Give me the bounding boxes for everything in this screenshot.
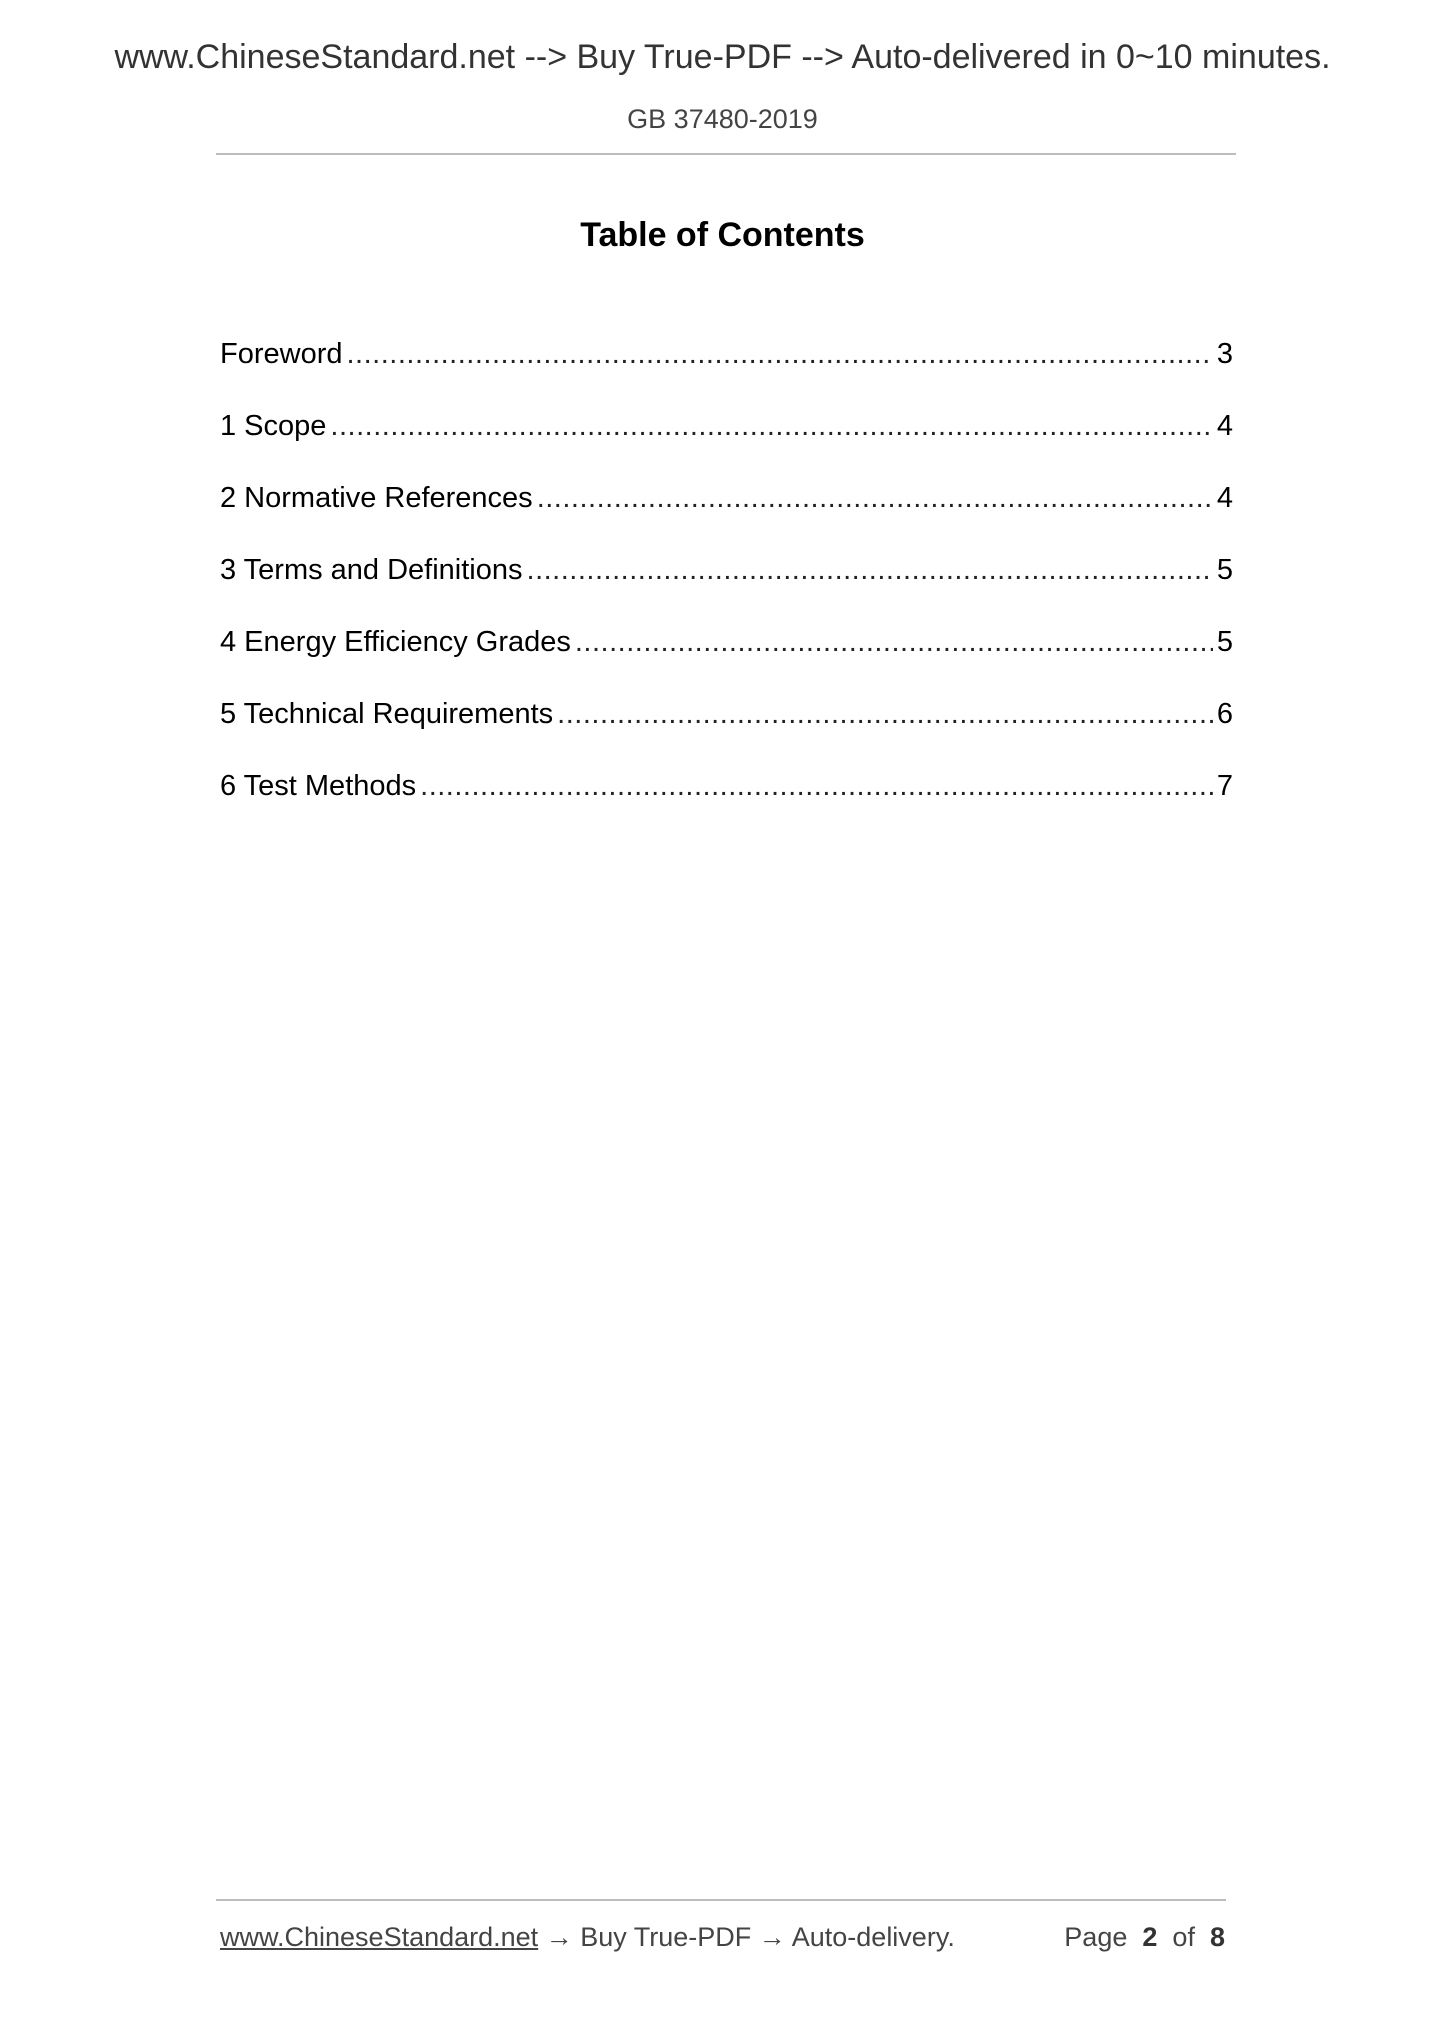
footer-promo [220, 1922, 955, 1953]
toc-dot-leader [537, 482, 1213, 515]
toc-entry-label: 4 Energy Efficiency Grades [220, 626, 571, 658]
current-page-number: 2 [1142, 1922, 1158, 1952]
toc-entry-label: 6 Test Methods [220, 770, 417, 802]
toc-entry-label: 2 Normative References [220, 482, 533, 514]
toc-entry-foreword[interactable] [220, 338, 1233, 410]
standard-code: GB 37480-2019 [627, 104, 818, 134]
footer-site-link[interactable]: www.ChineseStandard.net [220, 1922, 539, 1952]
toc-entry-page: 4 [1216, 482, 1233, 514]
toc-entry-page: 5 [1216, 626, 1233, 658]
toc-entry-page: 6 [1216, 698, 1233, 730]
toc-entry-label: 3 Terms and Definitions [220, 554, 523, 586]
toc-entry-page: 4 [1216, 410, 1233, 442]
page-number [1064, 1922, 1225, 1953]
toc-entry-energy-efficiency-grades[interactable] [220, 626, 1233, 698]
total-pages-number: 8 [1209, 1922, 1225, 1952]
toc-dot-leader [420, 770, 1213, 803]
toc-entry-test-methods[interactable] [220, 770, 1233, 842]
footer-tagline: → Buy True-PDF → Auto-delivery. [538, 1922, 955, 1952]
top-banner: www.ChineseStandard.net --> Buy True-PDF --> Auto-delivered in 0~10 minutes. [114, 38, 1331, 76]
page-word: Page [1064, 1922, 1128, 1952]
toc-entry-technical-requirements[interactable] [220, 698, 1233, 770]
toc-entry-page: 5 [1216, 554, 1233, 586]
toc-entry-page: 7 [1216, 770, 1233, 802]
toc-dot-leader [347, 338, 1213, 371]
toc-entry-label: Foreword [220, 338, 343, 370]
toc-dot-leader [330, 410, 1212, 443]
toc-entry-label: 1 Scope [220, 410, 327, 442]
toc-entry-scope[interactable] [220, 410, 1233, 482]
toc-dot-leader [527, 554, 1213, 587]
toc-dot-leader [557, 698, 1213, 731]
toc-list [220, 338, 1233, 842]
toc-entry-page: 3 [1216, 338, 1233, 370]
footer-divider [216, 1899, 1226, 1901]
of-word: of [1172, 1922, 1195, 1952]
toc-entry-label: 5 Technical Requirements [220, 698, 554, 730]
toc-entry-terms-and-definitions[interactable] [220, 554, 1233, 626]
toc-dot-leader [575, 626, 1213, 659]
toc-entry-normative-references[interactable] [220, 482, 1233, 554]
toc-title: Table of Contents [580, 216, 865, 254]
header-divider [216, 153, 1236, 155]
